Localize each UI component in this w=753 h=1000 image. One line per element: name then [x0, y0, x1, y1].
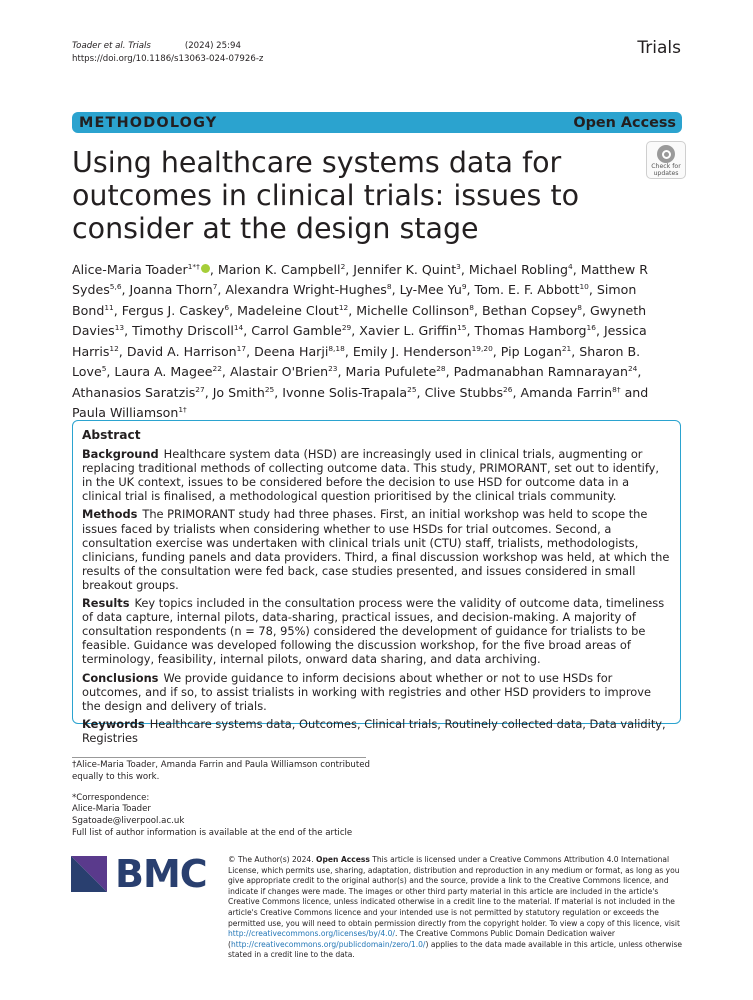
- author-affiliation: 22: [212, 364, 222, 374]
- author-affiliation: 26: [503, 384, 513, 394]
- author-separator: ,: [274, 385, 283, 401]
- license-text-3: ) applies to the data made available in this article, unless otherwise stated in a credit line to the data.: [228, 939, 683, 960]
- author-separator: and: [620, 385, 649, 401]
- author-affiliation: 12: [109, 343, 119, 353]
- author-separator: ,: [221, 364, 230, 380]
- author-separator: ,: [337, 364, 346, 380]
- author-name: Jo Smith: [212, 385, 265, 401]
- license-text-2: . The Creative Commons Public Domain Dedication waiver (: [228, 929, 616, 949]
- author-name: Jennifer K. Quint: [353, 262, 457, 278]
- equal-contribution-note: †Alice-Maria Toader, Amanda Farrin and Paula Williamson contributed equally to this work.: [72, 760, 370, 782]
- author-affiliation: 8: [577, 302, 582, 312]
- author-name: Tom. E. F. Abbott: [474, 282, 580, 298]
- author-affiliation: 5,6: [109, 282, 122, 292]
- author-name: Gwyneth Davies: [72, 303, 647, 339]
- author-name: Alexandra Wright-Hughes: [225, 282, 387, 298]
- author-separator: ,: [512, 385, 521, 401]
- author-separator: ,: [595, 323, 604, 339]
- author-separator: ,: [118, 344, 127, 360]
- author-separator: ,: [345, 262, 354, 278]
- author-name: Padmanabhan Ramnarayan: [453, 364, 628, 380]
- author-separator: ,: [416, 385, 425, 401]
- author-name: Ivonne Solis-Trapala: [282, 385, 408, 401]
- copyright-lead: © The Author(s) 2024.: [228, 855, 314, 864]
- author-name: Marion K. Campbell: [217, 262, 341, 278]
- footnotes: [72, 760, 372, 840]
- author-affiliation: 9: [461, 282, 467, 292]
- badge-text: [651, 164, 681, 177]
- author-affiliation: 1*†: [187, 262, 200, 271]
- author-separator: ,: [637, 364, 642, 380]
- abstract-keywords: [82, 717, 671, 745]
- author-name: Clive Stubbs: [424, 385, 504, 401]
- abstract-background: [82, 447, 671, 503]
- open-access-label: Open Access: [573, 114, 676, 131]
- author-separator: ,: [243, 323, 252, 339]
- results-label: Results: [82, 596, 130, 611]
- author-affiliation: 8†: [612, 384, 621, 394]
- background-text: Healthcare system data (HSD) are increasingly used in clinical trials, augmenting or replacing traditional methods of collecting outcome data. This study, PRIMORANT, set out to identify, in the UK context, issues to be considered before the decision to use HSD for outcome data in a clinical trial is finalised, a methodological question prioritised by the clinical trials community.: [82, 447, 660, 504]
- author-affiliation: 21: [561, 343, 572, 353]
- author-separator: ,: [209, 262, 218, 278]
- author-name: Michelle Collinson: [356, 303, 470, 319]
- correspondence-name: Alice-Maria Toader: [72, 804, 151, 815]
- background-label: Background: [82, 447, 159, 462]
- author-name: David A. Harrison: [126, 344, 237, 360]
- author-name: Deena Harji: [254, 344, 329, 360]
- article-type-banner: [72, 112, 682, 133]
- author-separator: ,: [572, 262, 581, 278]
- author-separator: ,: [204, 385, 213, 401]
- author-separator: ,: [121, 282, 130, 298]
- author-separator: ,: [351, 323, 360, 339]
- badge-line2: updates: [653, 169, 679, 177]
- author-affiliation: 2: [340, 262, 346, 271]
- author-affiliation: 25: [264, 384, 275, 394]
- open-access-bold: Open Access: [316, 855, 370, 864]
- check-for-updates-badge[interactable]: [646, 141, 686, 179]
- running-header: [72, 40, 263, 66]
- author-separator: ,: [473, 303, 482, 319]
- author-name: Matthew R Sydes: [72, 262, 648, 298]
- author-separator: ,: [106, 364, 115, 380]
- author-separator: ,: [348, 303, 357, 319]
- abstract-box: [72, 420, 681, 745]
- author-name: Alice-Maria Toader: [72, 262, 188, 278]
- author-affiliation: 28: [436, 364, 446, 374]
- article-title: Using healthcare systems data for outcomes in clinical trials: issues to consider at the design stage: [72, 146, 580, 245]
- author-name: Joanna Thorn: [129, 282, 213, 298]
- author-affiliation: 6: [224, 302, 230, 312]
- author-affiliation: 8: [386, 282, 392, 292]
- conclusions-text: We provide guidance to inform decisions about whether or not to use HSDs for outcomes, and if so, to assist trialists in working with registries and other HSD providers to improve the design and delivery of trials.: [82, 670, 651, 713]
- author-name: Madeleine Clout: [237, 303, 339, 319]
- bmc-wordmark: BMC: [115, 852, 207, 896]
- author-affiliation: 7: [212, 282, 218, 292]
- doi-link[interactable]: https://doi.org/10.1186/s13063-024-07926-z: [72, 54, 264, 64]
- results-text: Key topics included in the consultation process were the validity of outcome data, timeliness of data capture, internal pilots, data-sharing, practical issues, and decision-making. A majority of consultation respondents (n = 78, 95%) considered the development of guidance for trialists to be feasible. Guidance was developed following the discussion workshop, for the five broad areas of terminology, feasibility, internal pilots, onward data sharing, and data archiving.: [82, 596, 665, 667]
- author-separator: ,: [466, 282, 475, 298]
- cc-zero-link[interactable]: http://creativecommons.org/publicdomain/zero/1.0/: [230, 939, 426, 949]
- article-type: METHODOLOGY: [79, 114, 218, 131]
- author-affiliation: 27: [195, 384, 205, 394]
- author-affiliation: 1†: [178, 405, 187, 415]
- abstract-methods: [82, 507, 671, 592]
- author-affiliation: 8,18: [328, 343, 345, 353]
- author-name: Thomas Hamborg: [474, 323, 587, 339]
- author-separator: ,: [344, 344, 353, 360]
- author-info-note: Full list of author information is available at the end of the article: [72, 827, 353, 838]
- author-separator: ,: [445, 364, 454, 380]
- author-affiliation: 16: [586, 323, 596, 333]
- author-affiliation: 25: [407, 384, 417, 394]
- bmc-logo-icon: [71, 856, 107, 892]
- author-name: Amanda Farrin: [520, 385, 613, 401]
- author-name: Bethan Copsey: [481, 303, 578, 319]
- author-separator: ,: [246, 344, 255, 360]
- author-name: Emily J. Henderson: [352, 344, 472, 360]
- author-affiliation: 14: [233, 323, 244, 333]
- author-affiliation: 11: [104, 302, 114, 312]
- author-name: Alastair O'Brien: [229, 364, 329, 380]
- journal-name: Trials: [637, 38, 681, 58]
- author-affiliation: 4: [567, 262, 573, 271]
- author-separator: ,: [581, 303, 590, 319]
- badge-line1: Check for: [651, 163, 681, 170]
- author-name: Paula Williamson: [72, 405, 179, 421]
- methods-text: The PRIMORANT study had three phases. First, an initial workshop was held to scope the issues faced by trialists when considering whether to use HSDs for trial outcomes. Second, a consultation exercise was undertaken with clinical trials unit (CTU) staff, trialists, methodologists, clinicians, funding panels and data providers. Third, a final discussion workshop was held, at which the results of the consultation were fed back, case studies presented, and issues considered in small breakout groups.: [82, 507, 670, 592]
- author-affiliation: 23: [328, 364, 338, 374]
- author-name: Fergus J. Caskey: [121, 303, 225, 319]
- author-separator: ,: [217, 282, 226, 298]
- author-separator: ,: [588, 282, 597, 298]
- footnote-gap: [72, 784, 372, 793]
- keywords-label: Keywords: [82, 716, 145, 731]
- author-separator: ,: [460, 262, 469, 278]
- check-updates-icon: [657, 145, 675, 163]
- orcid-icon[interactable]: [201, 264, 210, 273]
- author-name: Timothy Driscoll: [132, 323, 234, 339]
- citation-line: [72, 40, 263, 53]
- author-affiliation: 10: [579, 282, 589, 292]
- year-issue: (2024) 25:94: [184, 41, 241, 51]
- author-affiliation: 3: [456, 262, 461, 271]
- author-affiliation: 29: [341, 323, 352, 333]
- author-separator: ,: [492, 344, 501, 360]
- correspondence-label: *Correspondence:: [72, 792, 150, 803]
- author-affiliation: 15: [457, 323, 467, 333]
- author-name: Laura A. Magee: [114, 364, 213, 380]
- author-name: Jessica Harris: [72, 323, 647, 360]
- footnote-divider: [72, 757, 366, 758]
- author-separator: ,: [466, 323, 475, 339]
- abstract-heading: Abstract: [82, 428, 141, 442]
- correspondence-email[interactable]: Sgatoade@liverpool.ac.uk: [72, 816, 185, 827]
- author-separator: ,: [571, 344, 580, 360]
- methods-label: Methods: [82, 507, 138, 522]
- keywords-text: Healthcare systems data, Outcomes, Clinical trials, Routinely collected data, Data validity, Registries: [82, 716, 666, 745]
- author-list: [72, 258, 682, 422]
- author-name: Ly-Mee Yu: [399, 282, 462, 298]
- author-affiliation: 17: [236, 343, 247, 353]
- author-affiliation: 8: [469, 302, 474, 312]
- author-name: Simon Bond: [72, 282, 637, 319]
- author-name: Pip Logan: [500, 344, 562, 360]
- citation: Toader et al. Trials: [72, 41, 151, 51]
- author-separator: ,: [229, 303, 238, 319]
- author-separator: ,: [113, 303, 122, 319]
- author-name: Maria Pufulete: [345, 364, 437, 380]
- author-name: Sharon B. Love: [72, 344, 641, 380]
- conclusions-label: Conclusions: [82, 670, 159, 685]
- bmc-logo: [71, 852, 211, 896]
- author-name: Athanasios Saratzis: [72, 385, 196, 401]
- author-name: Michael Robling: [468, 262, 568, 278]
- author-name: Carrol Gamble: [251, 323, 342, 339]
- author-separator: ,: [391, 282, 400, 298]
- author-affiliation: 12: [338, 302, 349, 312]
- abstract-results: [82, 596, 671, 666]
- license-statement: [228, 855, 683, 961]
- cc-by-link[interactable]: http://creativecommons.org/licenses/by/4.0/: [228, 929, 395, 939]
- author-affiliation: 5: [101, 364, 107, 374]
- author-affiliation: 24: [627, 364, 638, 374]
- author-name: Xavier L. Griffin: [359, 323, 458, 339]
- author-separator: ,: [124, 323, 133, 339]
- author-affiliation: 13: [114, 323, 125, 333]
- author-affiliation: 19,20: [471, 343, 493, 353]
- abstract-conclusions: [82, 671, 671, 713]
- license-text-1: This article is licensed under a Creative Commons Attribution 4.0 International License, which permits use, sharing, adaptation, distribution and reproduction in any medium or format, as long as you give appropriate credit to the original author(s) and the source, provide a link to the Creative Commons licence, and indicate if changes were made. The images or other third party material in this article are included in the article's Creative Commons licence, unless indicated otherwise in a credit line to the material. If material is not included in the article's Creative Commons licence and your intended use is not permitted by statutory regulation or exceeds the permitted use, you will need to obtain permission directly from the copyright holder. To view a copy of this licence, visit: [228, 855, 680, 928]
